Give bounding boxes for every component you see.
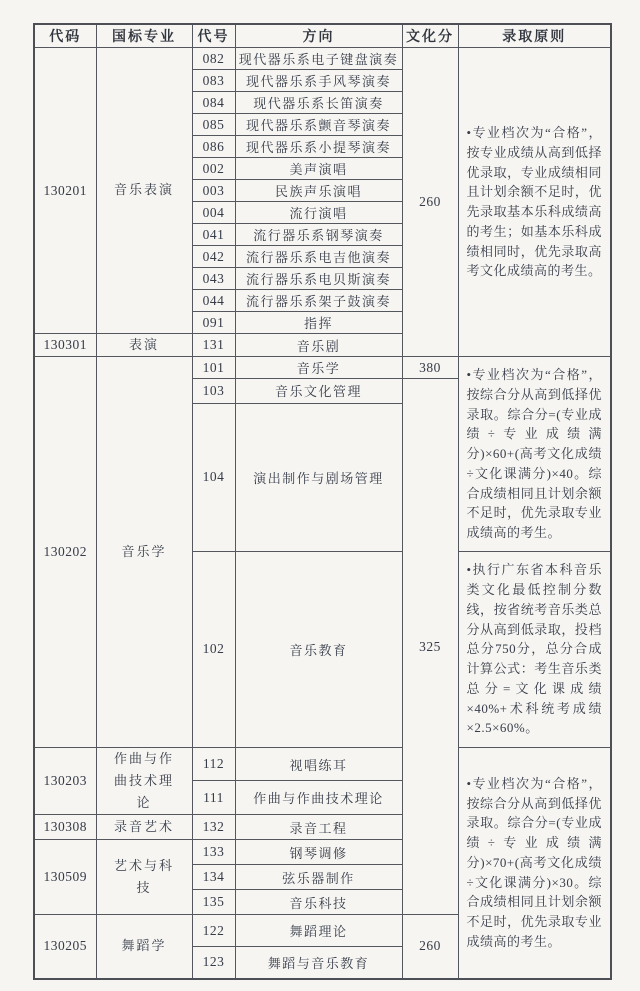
cell-direction: 现代器乐系长笛演奏 [235,92,402,114]
cell-direction: 音乐教育 [235,551,402,747]
header-row [34,24,611,48]
cell-culture-score: 260 [402,915,458,979]
cell-direction: 音乐科技 [235,890,402,915]
cell-direction-code: 132 [192,815,235,840]
cell-direction: 视唱练耳 [235,747,402,781]
cell-direction: 音乐剧 [235,334,402,357]
cell-direction-code: 133 [192,840,235,865]
cell-direction: 指挥 [235,312,402,334]
cell-direction: 现代器乐系颤音琴演奏 [235,114,402,136]
cell-code: 130301 [34,334,96,357]
cell-culture-score: 325 [402,379,458,915]
cell-direction-code: 104 [192,403,235,551]
cell-direction-code: 123 [192,947,235,979]
cell-major: 艺术与科技 [96,840,192,915]
col-header-direction: 方向 [235,24,402,48]
cell-admission-principle: •专业档次为“合格”，按综合分从高到低择优录取。综合分=(专业成绩÷专业成绩满分)×70+(高考文化成绩÷文化课满分)×30。综合成绩相同且计划余额不足时，优先录取专业成绩高的考生。 [458,747,611,978]
cell-code: 130202 [34,357,96,748]
cell-culture-score: 380 [402,357,458,379]
cell-direction: 现代器乐系小提琴演奏 [235,136,402,158]
cell-major: 作曲与作曲技术理论 [96,747,192,814]
cell-direction-code: 102 [192,551,235,747]
table-row [34,747,611,781]
cell-major: 录音艺术 [96,815,192,840]
cell-direction: 现代器乐系电子键盘演奏 [235,48,402,70]
cell-direction: 流行器乐系电贝斯演奏 [235,268,402,290]
cell-major: 音乐表演 [96,48,192,334]
cell-code: 130203 [34,747,96,814]
cell-direction-code: 101 [192,357,235,379]
admission-table [33,23,612,980]
cell-admission-principle: •执行广东省本科音乐类文化最低控制分数线，按省统考音乐类总分从高到低录取，投档总分750分，总分合成计算公式：考生音乐类总分=文化课成绩×40%+术科统考成绩×2.5×60%。 [458,551,611,747]
cell-code: 130509 [34,840,96,915]
cell-direction-code: 085 [192,114,235,136]
cell-direction: 流行器乐系架子鼓演奏 [235,290,402,312]
cell-direction-code: 041 [192,224,235,246]
cell-direction: 钢琴调修 [235,840,402,865]
cell-direction-code: 111 [192,781,235,815]
cell-major: 舞蹈学 [96,915,192,979]
cell-code: 130201 [34,48,96,334]
cell-direction-code: 082 [192,48,235,70]
col-header-code: 代码 [34,24,96,48]
cell-direction-code: 091 [192,312,235,334]
cell-direction-code: 003 [192,180,235,202]
cell-admission-principle: •专业档次为“合格”，按专业成绩从高到低择优录取，专业成绩相同且计划余额不足时，优先录取基本乐科成绩高的考生；如基本乐科成绩相同时，优先录取高考文化成绩高的考生。 [458,48,611,357]
cell-direction: 流行演唱 [235,202,402,224]
cell-direction-code: 042 [192,246,235,268]
cell-code: 130308 [34,815,96,840]
table-body [34,48,611,979]
cell-direction: 弦乐器制作 [235,865,402,890]
cell-direction: 现代器乐系手风琴演奏 [235,70,402,92]
col-header-culture-score: 文化分 [402,24,458,48]
col-header-major: 国标专业 [96,24,192,48]
col-header-direction-code: 代号 [192,24,235,48]
cell-code: 130205 [34,915,96,979]
cell-direction: 美声演唱 [235,158,402,180]
cell-direction-code: 083 [192,70,235,92]
col-header-admission-principle: 录取原则 [458,24,611,48]
cell-direction: 音乐文化管理 [235,379,402,404]
document-sheet [33,23,612,980]
table-row [34,357,611,379]
cell-major: 音乐学 [96,357,192,748]
cell-culture-score: 260 [402,48,458,357]
cell-direction-code: 134 [192,865,235,890]
cell-direction: 舞蹈与音乐教育 [235,947,402,979]
cell-direction-code: 004 [192,202,235,224]
cell-direction-code: 044 [192,290,235,312]
cell-direction: 民族声乐演唱 [235,180,402,202]
cell-direction: 流行器乐系电吉他演奏 [235,246,402,268]
table-row [34,48,611,70]
cell-direction-code: 131 [192,334,235,357]
cell-major: 表演 [96,334,192,357]
cell-admission-principle: •专业档次为“合格”，按综合分从高到低择优录取。综合分=(专业成绩÷专业成绩满分)×60+(高考文化成绩÷文化课满分)×40。综合成绩相同且计划余额不足时，优先录取专业成绩高的考生。 [458,357,611,552]
cell-direction-code: 086 [192,136,235,158]
cell-direction-code: 103 [192,379,235,404]
cell-direction: 流行器乐系钢琴演奏 [235,224,402,246]
cell-direction: 作曲与作曲技术理论 [235,781,402,815]
cell-direction: 舞蹈理论 [235,915,402,947]
cell-direction-code: 122 [192,915,235,947]
cell-direction-code: 135 [192,890,235,915]
cell-direction: 录音工程 [235,815,402,840]
cell-direction-code: 002 [192,158,235,180]
cell-direction-code: 112 [192,747,235,781]
cell-direction-code: 084 [192,92,235,114]
cell-direction: 音乐学 [235,357,402,379]
cell-direction-code: 043 [192,268,235,290]
cell-direction: 演出制作与剧场管理 [235,403,402,551]
